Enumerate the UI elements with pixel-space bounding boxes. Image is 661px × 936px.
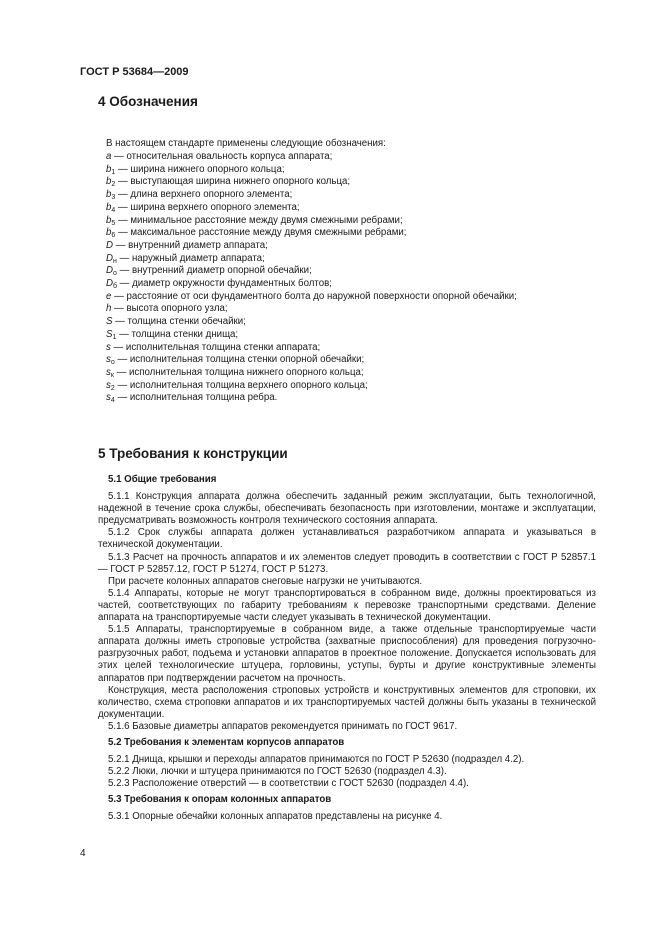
symbol-item (106, 380, 596, 393)
paragraph-5-2-2: 5.2.2 Люки, лючки и штуцера принимаются по ГОСТ 52630 (подраздел 4.3). (108, 766, 447, 778)
symbol-letter: b (106, 227, 112, 239)
paragraph-5-1-2: 5.1.2 Срок службы аппарата должен устанавливаться разработчиком аппарата и указываться в технической документации. (98, 527, 596, 551)
paragraph-5-2-3: 5.2.3 Расположение отверстий — в соответствии с ГОСТ 52630 (подраздел 4.4). (108, 778, 469, 790)
symbol-item (106, 253, 596, 266)
symbol-letter: s (106, 341, 111, 353)
symbol-item (106, 303, 596, 316)
symbol-definition: — исполнительная толщина стенки опорной обечайки; (114, 354, 365, 366)
symbol-letter: h (106, 303, 112, 315)
symbol-item (106, 164, 596, 177)
symbol-subscript: к (110, 371, 114, 379)
symbol-definition: — исполнительная толщина стенки аппарата; (110, 341, 321, 353)
symbol-item (106, 189, 596, 202)
symbol-subscript: 2 (110, 384, 115, 392)
symbol-letter: b (106, 214, 112, 226)
paragraph-5-1-1: 5.1.1 Конструкция аппарата должна обеспечить заданный режим эксплуатации, быть технологичной, надежной в течение срока службы, обеспечивать безопасность при изготовлении, монтаже и эксплуатации, предусматривать возможность контроля технического состояния аппарата. (98, 491, 596, 527)
section-5-body (98, 474, 596, 824)
symbol-item (106, 202, 596, 215)
symbol-subscript: о (110, 359, 115, 367)
symbol-definition: — диаметр окружности фундаментных болтов; (117, 278, 332, 290)
symbol-definition: — толщина стенки обечайки; (112, 316, 246, 328)
symbol-subscript: 1 (111, 168, 116, 176)
symbol-subscript: 1 (112, 333, 117, 341)
symbol-item (106, 392, 596, 405)
paragraph-5-3-1: 5.3.1 Опорные обечайки колонных аппаратов представлены на рисунке 4. (108, 811, 443, 823)
symbol-subscript: 3 (111, 194, 116, 202)
page-number: 4 (80, 848, 86, 859)
paragraph-5-1-3-note: При расчете колонных аппаратов снеговые нагрузки не учитываются. (108, 575, 423, 587)
symbol-definition: — относительная овальность корпуса аппарата; (111, 151, 333, 162)
symbol-subscript: 4 (110, 397, 115, 405)
symbol-definition: — расстояние от оси фундаментного болта до наружной поверхности опорной обечайки; (111, 290, 517, 302)
symbol-definition: — исполнительная толщина верхнего опорного кольца; (114, 379, 368, 391)
symbols-list (106, 151, 596, 405)
symbol-letter: S (106, 328, 113, 340)
paragraph-5-1-5: 5.1.5 Аппараты, транспортируемые в собранном виде, а также отдельные транспортируемые части аппарата должны иметь строповые устройства (захватные приспособления) для проведения погрузочно-разгрузочных работ, подъема и установки аппаратов в проектное положение. Допускается использовать для этих целей технологические штуцера, горловины, уступы, бурты и другие конструктивные элементы аппаратов при подтверждении расчетом на прочность. (98, 624, 596, 684)
symbol-letter: s (106, 392, 111, 404)
symbol-letter: b (106, 189, 112, 201)
symbol-definition: — ширина верхнего опорного элемента; (115, 201, 300, 213)
symbol-subscript: 2 (111, 181, 116, 189)
symbol-item (106, 291, 596, 304)
symbol-definition: — выступающая ширина нижнего опорного кольца; (115, 176, 351, 188)
symbol-item (106, 227, 596, 240)
subsection-5-1-heading: 5.1 Общие требования (108, 474, 217, 485)
symbol-definition: — внутренний диаметр аппарата; (113, 239, 268, 251)
symbol-definition: — исполнительная толщина ребра. (114, 392, 278, 404)
symbol-subscript: 6 (111, 232, 116, 240)
subsection-5-2-heading: 5.2 Требования к элементам корпусов аппаратов (108, 736, 345, 748)
symbol-definition: — наружный диаметр аппарата; (116, 252, 265, 264)
symbol-item (106, 329, 596, 342)
symbol-item (106, 316, 596, 329)
symbol-definition: — ширина нижнего опорного кольца; (115, 163, 285, 175)
symbol-subscript: 5 (111, 219, 116, 227)
symbol-definition: — толщина стенки днища; (116, 328, 239, 340)
symbol-subscript: 4 (111, 206, 116, 214)
symbol-item (106, 215, 596, 228)
symbol-letter: D (106, 239, 113, 251)
symbol-item (106, 265, 596, 278)
section-4-intro: В настоящем стандарте применены следующие обозначения: (106, 138, 386, 149)
symbol-definition: — исполнительная толщина нижнего опорного кольца; (113, 366, 364, 378)
paragraph-5-1-3: 5.1.3 Расчет на прочность аппаратов и их элементов следует проводить в соответствии с ГОСТ Р 52857.1 — ГОСТ Р 52857.12, ГОСТ Р 51274, ГОСТ Р 51273. (98, 551, 596, 575)
symbol-item (106, 176, 596, 189)
symbol-subscript: о (113, 270, 117, 278)
subsection-5-3-heading: 5.3 Требования к опорам колонных аппаратов (108, 794, 332, 806)
symbol-letter: b (106, 201, 112, 213)
symbol-subscript: н (113, 257, 117, 265)
symbol-letter: a (106, 151, 112, 162)
symbol-subscript: б (113, 283, 118, 291)
section-4-heading: 4 Обозначения (98, 94, 198, 109)
symbol-definition: — максимальное расстояние между двумя смежными ребрами; (115, 227, 407, 239)
symbol-item (106, 151, 596, 164)
paragraph-5-2-1: 5.2.1 Днища, крышки и переходы аппаратов принимаются по ГОСТ Р 52630 (подраздел 4.2). (108, 754, 525, 766)
symbol-item (106, 278, 596, 291)
paragraph-5-1-5-cont: Конструкция, места расположения строповых устройств и конструктивных элементов для строповки, их количество, схема строповки аппаратов и их транспортируемых частей должны быть указаны в технической документации. (98, 684, 596, 720)
symbol-letter: s (106, 366, 111, 378)
symbol-item (106, 342, 596, 355)
symbol-letter: e (106, 290, 112, 302)
paragraph-5-1-6: 5.1.6 Базовые диаметры аппаратов рекомендуется принимать по ГОСТ 9617. (108, 720, 458, 732)
symbol-item (106, 240, 596, 253)
symbol-letter: s (106, 379, 111, 391)
paragraph-5-1-4: 5.1.4 Аппараты, которые не могут транспортироваться в собранном виде, должны проектироваться из частей, соответствующих по габариту требованиям к перевозке транспортными средствами. Деление аппарата на транспортируемые части следует указывать в технической документации. (98, 587, 596, 624)
symbol-letter: D (106, 278, 113, 290)
symbol-definition: — внутренний диаметр опорной обечайки; (116, 265, 312, 277)
symbol-letter: b (106, 163, 112, 175)
section-5-heading: 5 Требования к конструкции (98, 446, 288, 461)
document-code-header: ГОСТ Р 53684—2009 (80, 66, 189, 78)
symbol-letter: D (106, 252, 113, 264)
symbol-letter: b (106, 176, 112, 188)
symbol-letter: S (106, 316, 113, 328)
symbol-definition: — минимальное расстояние между двумя смежными ребрами; (115, 214, 403, 226)
symbol-letter: D (106, 265, 113, 277)
symbol-item (106, 354, 596, 367)
symbol-definition: — высота опорного узла; (111, 303, 228, 315)
symbol-definition: — длина верхнего опорного элемента; (115, 189, 293, 201)
symbol-item (106, 367, 596, 380)
symbol-letter: s (106, 354, 111, 366)
